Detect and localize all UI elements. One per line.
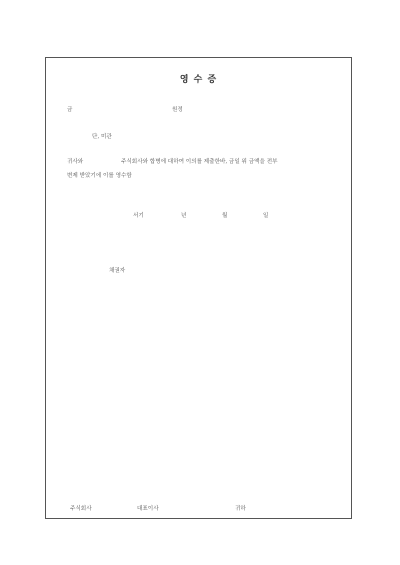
amount-label: 금 [67, 107, 73, 113]
date-day: 일 [263, 213, 269, 219]
footer-company: 주식회사 [70, 506, 92, 512]
footer-ceo: 대표이사 [137, 506, 159, 512]
body-line1-part1: 귀사와 [67, 159, 84, 165]
body-line1-part2: 주식회사와 합병에 대하여 이의를 제출한바, 금일 위 금액을 전부 [121, 159, 278, 165]
receipt-document [45, 57, 352, 519]
date-era: 서기 [133, 213, 144, 219]
body-line2: 변제 받았기에 이를 영수함 [67, 173, 132, 179]
amount-unit: 원정 [172, 107, 183, 113]
date-month: 월 [222, 213, 228, 219]
detail-label: 단, 미관 [92, 134, 112, 140]
creditor-label: 채권자 [109, 268, 126, 274]
date-year: 년 [181, 213, 187, 219]
document-title: 영 수 증 [179, 75, 218, 85]
footer-honorific: 귀하 [235, 506, 246, 512]
